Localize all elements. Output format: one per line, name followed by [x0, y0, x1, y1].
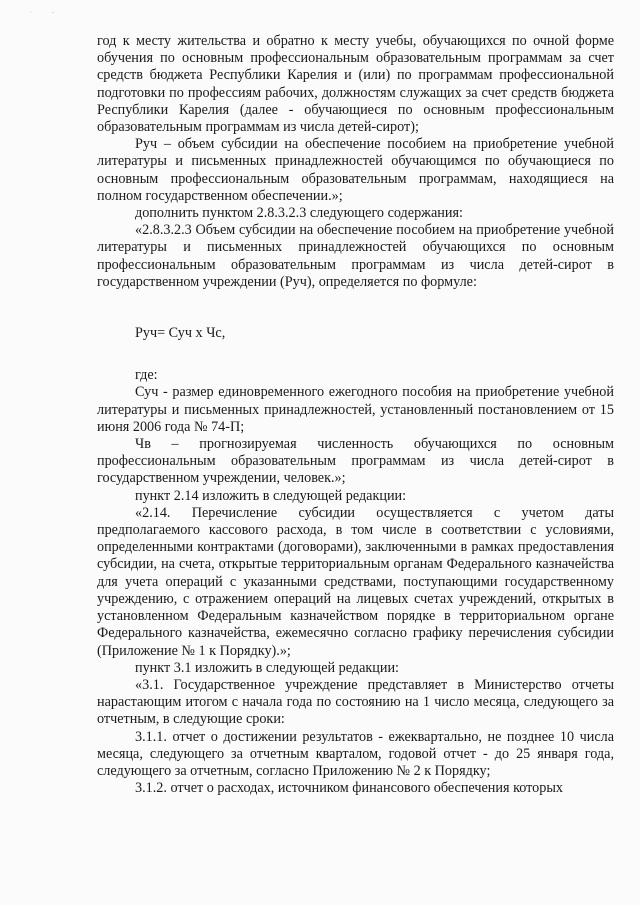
paragraph-chv-definition: Чв – прогнозируемая численность обучающихся по основным профессиональным образовательным программам из числа детей-сирот в государственном учреждении, человек.»; — [97, 436, 614, 487]
document-body — [97, 33, 614, 797]
formula: Руч= Суч х Чс, — [135, 325, 226, 342]
paragraph-clause-3-1-2: 3.1.2. отчет о расходах, источником финансового обеспечения которых — [135, 780, 563, 797]
paragraph-amendment-2-14: пункт 2.14 изложить в следующей редакции: — [135, 487, 407, 504]
paragraph-such-definition: Суч - размер единовременного ежегодного пособия на приобретение учебной литературы и письменных принадлежностей, установленный постановлением от 15 июня 2006 года № 74-П; — [97, 384, 614, 435]
paragraph-ruch-definition: Руч – объем субсидии на обеспечение пособием на приобретение учебной литературы и письменных принадлежностей обучающимся по обучающиеся по основным профессиональным образовательным программам, находящиеся на полном государственном обеспечении.»; — [97, 136, 614, 204]
paragraph-continuation: год к месту жительства и обратно к месту учебы, обучающихся по очной форме обучения по основным профессиональным образовательным программам за счет средств бюджета Республики Карелия и (или) по программам профессиональной подготовки по профессиям рабочих, должностям служащих за счет средств бюджета Республики Карелия (далее - обучающиеся по основным профессиональным образовательным программам из числа детей-сирот); — [97, 33, 614, 136]
paragraph-clause-2-8-3-2-3: «2.8.3.2.3 Объем субсидии на обеспечение пособием на приобретение учебной литературы и письменных принадлежностей обучающихся по основным профессиональным образовательным программам из числа детей-сирот в государственном учреждении (Руч), определяется по формуле: — [97, 222, 614, 290]
paragraph-clause-3-1-1: 3.1.1. отчет о достижении результатов - ежеквартально, не позднее 10 числа месяца, следующего за отчетным кварталом, годовой отчет - до 25 января года, следующего за отчетным, согласно Приложению № 2 к Порядку; — [97, 728, 614, 779]
formula-spacer-bottom — [97, 342, 614, 367]
paragraph-clause-2-14: «2.14. Перечисление субсидии осуществляется с учетом даты предполагаемого кассового расхода, в том числе в соответствии с условиями, определенными контрактами (договорами), заключенными в рамках предоставления субсидии, на счета, открытые территориальным органам Федерального казначейства для учета операций с указанными средствами, поступающими государственному учреждению, с отражением операций на лицевых счетах учреждений, открытых в установленном Федеральным казначейством порядке в территориальном органе Федерального казначейства, ежемесячно согласно графику перечисления субсидии (Приложение № 1 к Порядку).»; — [97, 504, 614, 659]
paragraph-where: где: — [135, 367, 158, 384]
paragraph-clause-3-1: «3.1. Государственное учреждение представляет в Министерство отчеты нарастающим итогом с начала года по состоянию на 1 число месяца, следующего за отчетным, в следующие сроки: — [97, 676, 614, 728]
paragraph-amendment-3-1: пункт 3.1 изложить в следующей редакции: — [135, 659, 399, 676]
formula-spacer-top — [97, 291, 614, 325]
scan-speck-right: - — [52, 10, 54, 16]
scan-speck-left: · — [30, 10, 32, 16]
paragraph-amendment-2-8-3-2-3: дополнить пунктом 2.8.3.2.3 следующего содержания: — [135, 205, 463, 222]
